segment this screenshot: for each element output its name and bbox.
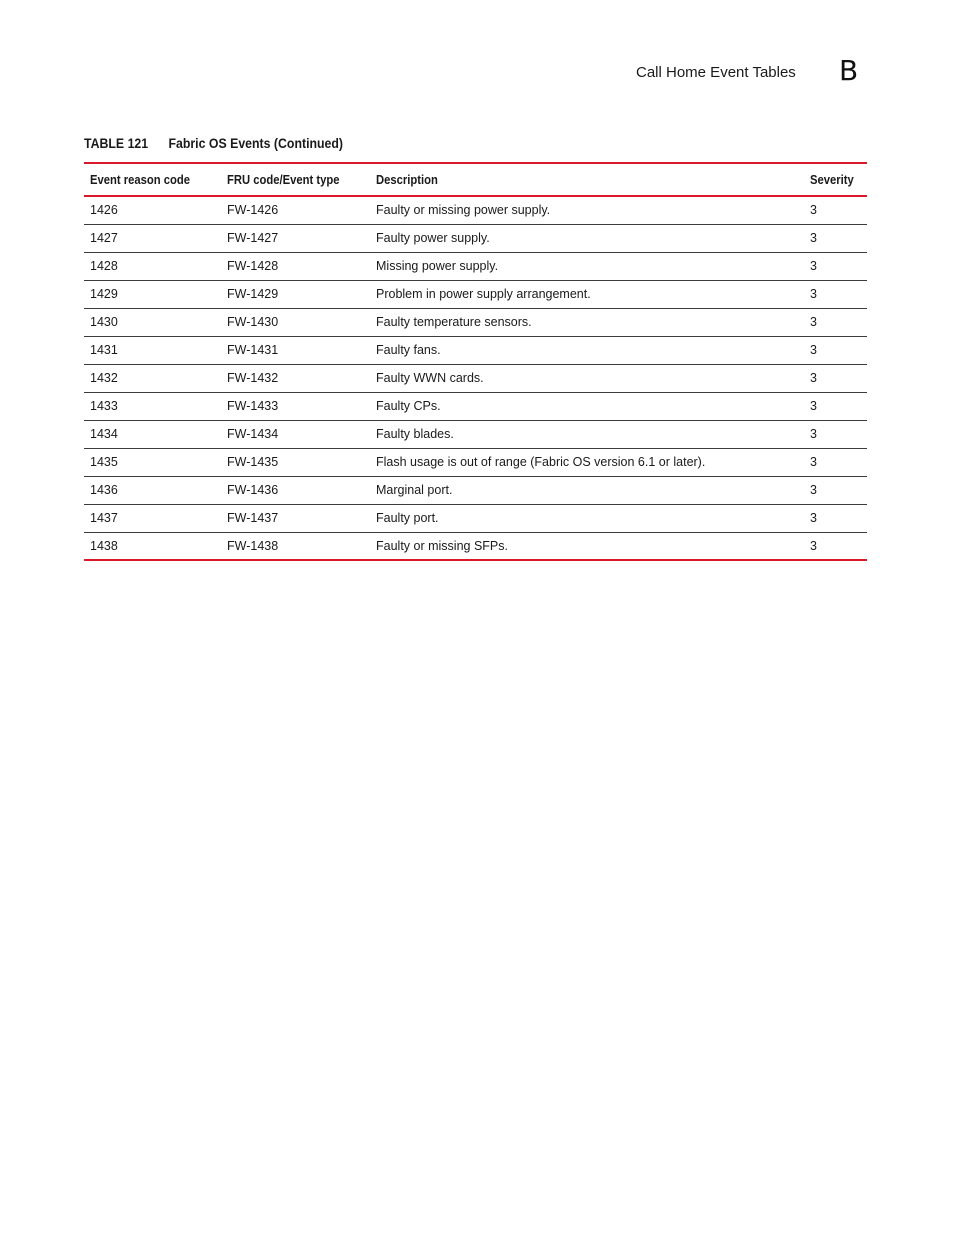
cell-fru-code: FW-1428 [227,259,279,273]
cell-description: Faulty or missing SFPs. [376,538,508,553]
column-header-event-reason-code: Event reason code [90,172,191,187]
table-row [84,196,867,224]
cell-severity: 3 [810,455,817,469]
cell-description: Faulty temperature sensors. [376,315,532,329]
table-row [84,392,867,420]
table-row [84,336,867,364]
table-caption [84,135,343,151]
cell-event-reason-code: 1428 [90,259,118,273]
cell-description: Faulty power supply. [376,231,490,245]
cell-fru-code: FW-1431 [227,343,279,357]
cell-severity: 3 [810,483,817,497]
table-row [84,532,867,560]
cell-severity: 3 [810,287,817,301]
table-row [84,420,867,448]
cell-event-reason-code: 1426 [90,203,118,218]
cell-severity: 3 [810,231,817,245]
table-row [84,308,867,336]
table-number: TABLE 121 [84,135,149,151]
cell-event-reason-code: 1434 [90,427,118,441]
cell-event-reason-code: 1427 [90,231,118,245]
cell-fru-code: FW-1438 [227,538,279,553]
column-header-fru-code: FRU code/Event type [227,172,340,187]
cell-severity: 3 [810,315,817,329]
cell-event-reason-code: 1438 [90,538,118,553]
cell-description: Marginal port. [376,483,453,497]
cell-description: Missing power supply. [376,259,499,273]
cell-event-reason-code: 1437 [90,511,118,525]
table-row [84,504,867,532]
table-row [84,280,867,308]
cell-fru-code: FW-1426 [227,203,279,218]
table-row [84,476,867,504]
cell-severity: 3 [810,371,817,385]
cell-severity: 3 [810,343,817,357]
column-header-severity: Severity [810,172,854,187]
cell-event-reason-code: 1431 [90,343,118,357]
cell-fru-code: FW-1437 [227,511,279,525]
cell-severity: 3 [810,399,817,413]
cell-event-reason-code: 1432 [90,371,118,385]
cell-description: Faulty or missing power supply. [376,203,551,218]
table-header-row [84,163,867,196]
cell-event-reason-code: 1436 [90,483,118,497]
cell-event-reason-code: 1435 [90,455,118,469]
cell-fru-code: FW-1430 [227,315,279,329]
cell-severity: 3 [810,259,817,273]
table-title: Fabric OS Events (Continued) [168,135,344,151]
cell-fru-code: FW-1435 [227,455,279,469]
cell-description: Flash usage is out of range (Fabric OS version 6.1 or later). [376,455,706,469]
table-body [84,196,867,560]
cell-fru-code: FW-1433 [227,399,279,413]
cell-fru-code: FW-1434 [227,427,279,441]
cell-description: Faulty fans. [376,343,441,357]
events-table [84,162,867,561]
appendix-letter: B [839,54,859,87]
table-row [84,252,867,280]
cell-severity: 3 [810,427,817,441]
cell-fru-code: FW-1432 [227,371,279,385]
cell-event-reason-code: 1429 [90,287,118,301]
cell-description: Faulty blades. [376,427,454,441]
cell-description: Faulty port. [376,511,439,525]
cell-fru-code: FW-1436 [227,483,279,497]
cell-description: Problem in power supply arrangement. [376,287,591,301]
cell-severity: 3 [810,203,817,218]
cell-event-reason-code: 1430 [90,315,118,329]
cell-severity: 3 [810,538,817,553]
cell-description: Faulty CPs. [376,399,441,413]
table-row [84,448,867,476]
cell-description: Faulty WWN cards. [376,371,484,385]
cell-event-reason-code: 1433 [90,399,118,413]
column-header-description: Description [376,172,438,187]
running-header-title: Call Home Event Tables [636,64,796,81]
table-row [84,224,867,252]
cell-severity: 3 [810,511,817,525]
cell-fru-code: FW-1429 [227,287,279,301]
table-row [84,364,867,392]
cell-fru-code: FW-1427 [227,231,279,245]
